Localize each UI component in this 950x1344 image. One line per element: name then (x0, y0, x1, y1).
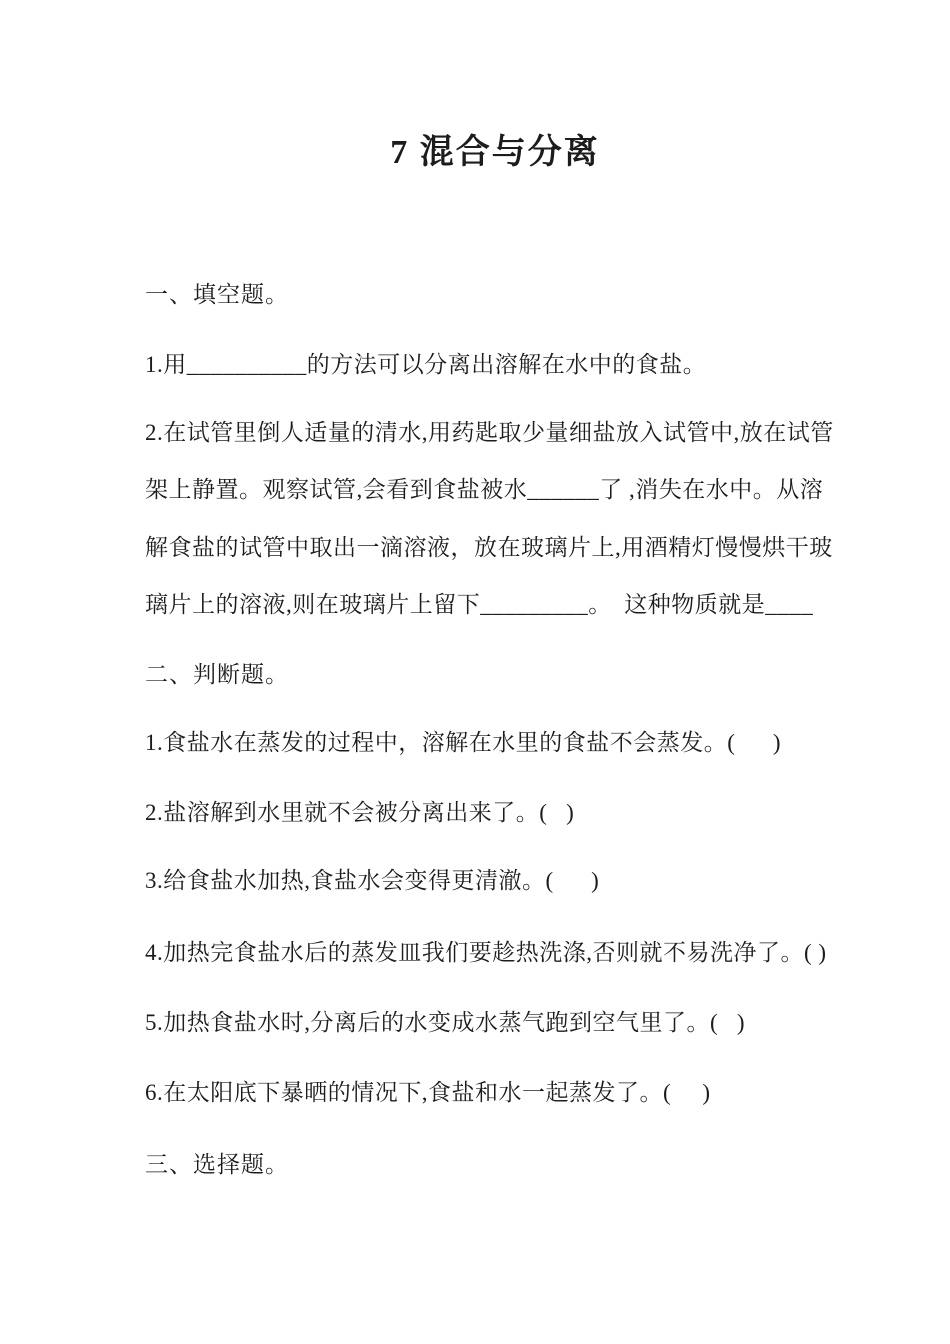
judge-question-4: 4.加热完食盐水后的蒸发皿我们要趁热洗涤,否则就不易洗净了。( ) (145, 940, 827, 965)
fill-question-2-line-2: 架上静置。观察试管,会看到食盐被水______了 ,消失在水中。从溶 (145, 477, 824, 502)
judge-question-3: 3.给食盐水加热,食盐水会变得更清澈。( ) (145, 868, 600, 893)
section-heading-multiple-choice: 三、选择题。 (145, 1152, 289, 1177)
fill-question-2-line-1: 2.在试管里倒人适量的清水,用药匙取少量细盐放入试管中,放在试管 (145, 420, 834, 445)
judge-question-1: 1.食盐水在蒸发的过程中，溶解在水里的食盐不会蒸发。( ) (145, 730, 782, 755)
judge-question-5: 5.加热食盐水时,分离后的水变成水蒸气跑到空气里了。( ) (145, 1010, 746, 1035)
fill-question-1: 1.用__________的方法可以分离出溶解在水中的食盐。 (145, 352, 707, 377)
judge-question-6: 6.在太阳底下暴晒的情况下,食盐和水一起蒸发了。( ) (145, 1080, 711, 1105)
page-title: 7 混合与分离 (390, 134, 600, 171)
section-heading-true-false: 二、判断题。 (145, 662, 289, 687)
fill-question-2-line-3: 解食盐的试管中取出一滴溶液，放在玻璃片上,用酒精灯慢慢烘干玻 (145, 535, 833, 560)
fill-question-2-line-4: 璃片上的溶液,则在玻璃片上留下_________。 这种物质就是____ (145, 592, 814, 617)
judge-question-2: 2.盐溶解到水里就不会被分离出来了。( ) (145, 800, 575, 825)
section-heading-fill-in-blanks: 一、填空题。 (145, 282, 289, 307)
